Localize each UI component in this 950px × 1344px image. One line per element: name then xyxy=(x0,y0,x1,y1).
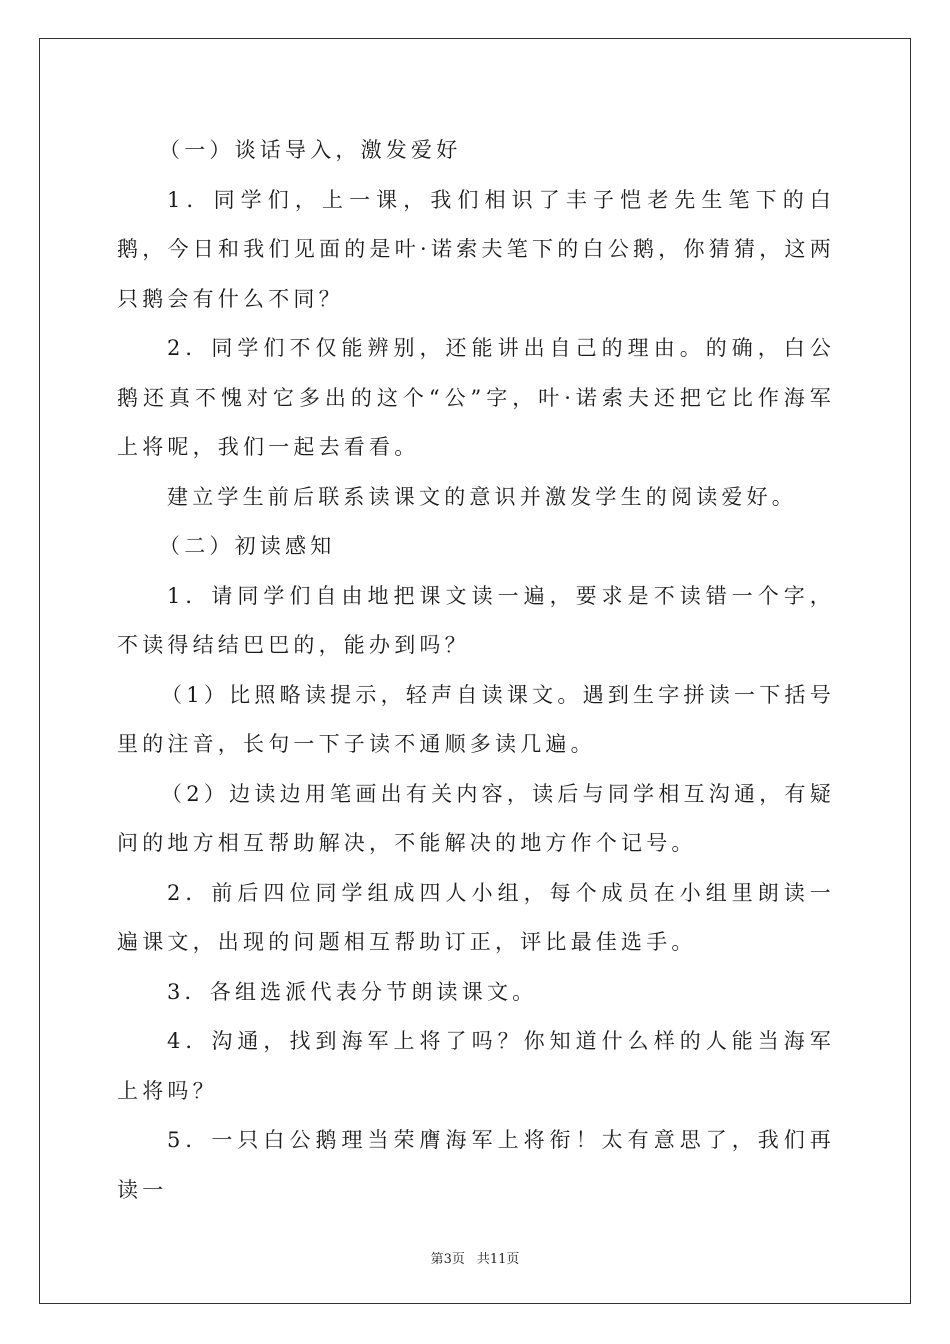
paragraph-item-6: 4．沟通，找到海军上将了吗？你知道什么样的人能当海军上将吗？ xyxy=(117,1029,835,1103)
page-number: 第3页 xyxy=(430,1252,465,1267)
paragraph-item-4: 2．前后四位同学组成四人小组，每个成员在小组里朗读一遍课文，出现的问题相互帮助订正，评比最佳选手。 xyxy=(117,880,835,954)
heading-intro: （一）谈话导入，激发爱好 xyxy=(159,138,462,162)
paragraph-item-7: 5．一只白公鹅理当荣膺海军上将衔！太有意思了，我们再读一 xyxy=(117,1128,835,1202)
page-total: 共11页 xyxy=(476,1252,520,1267)
heading-first-reading: （二）初读感知 xyxy=(159,534,336,558)
page-footer xyxy=(0,1248,950,1267)
paragraph-item-3: 1．请同学们自由地把课文读一遍，要求是不读错一个字，不读得结结巴巴的，能办到吗？ xyxy=(117,583,835,657)
paragraph-note: 建立学生前后联系读课文的意识并激发学生的阅读爱好。 xyxy=(167,484,797,509)
paragraph-item-2: 2．同学们不仅能辨别，还能讲出自己的理由。的确，白公鹅还真不愧对它多出的这个“公”字，叶·诺索夫还把它比作海军上将呢，我们一起去看看。 xyxy=(117,336,835,459)
paragraph-subitem-2: （2）边读边用笔画出有关内容，读后与同学相互沟通，有疑问的地方相互帮助解决，不能解决的地方作个记号。 xyxy=(117,781,835,855)
document-body xyxy=(117,126,835,1215)
paragraph-subitem-1: （1）比照略读提示，轻声自读课文。遇到生字拼读一下括号里的注音，长句一下子读不通顺多读几遍。 xyxy=(117,682,835,756)
paragraph-item-1: 1．同学们，上一课，我们相识了丰子恺老先生笔下的白鹅，今日和我们见面的是叶·诺索夫笔下的白公鹅，你猜猜，这两只鹅会有什么不同？ xyxy=(117,187,835,311)
paragraph-item-5: 3．各组选派代表分节朗读课文。 xyxy=(167,979,538,1004)
